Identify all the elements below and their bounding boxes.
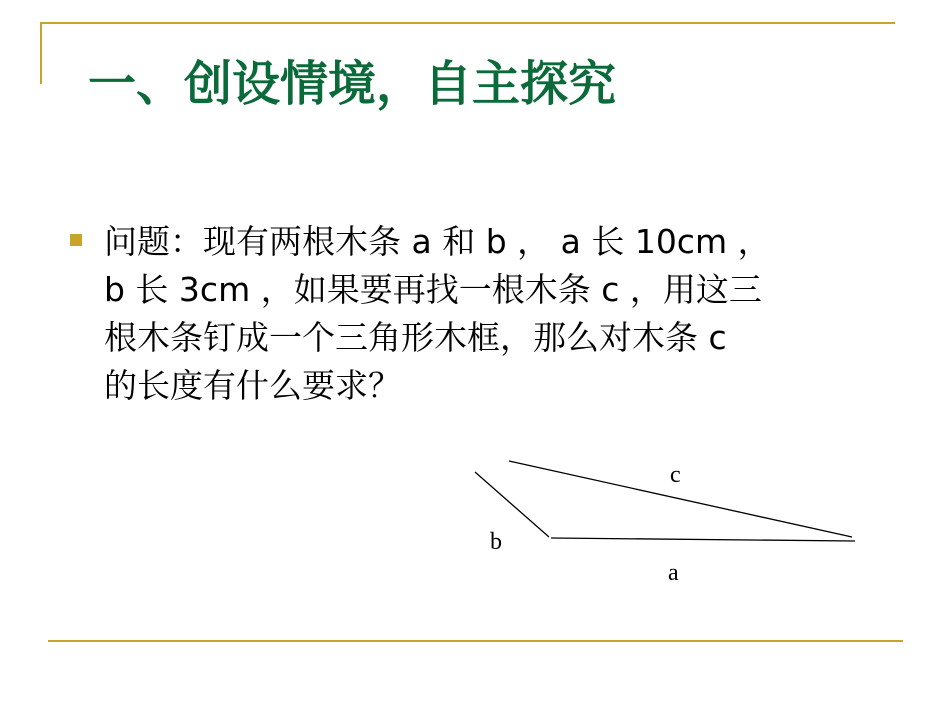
problem-line: b 长 3cm ，如果要再找一根木条 c ，用这三 — [104, 270, 762, 309]
problem-line: 的长度有什么要求？ — [104, 366, 401, 405]
problem-line: 问题：现有两根木条 a 和 b ， a 长 10cm ， — [104, 222, 771, 261]
problem-line: 根木条钉成一个三角形木框，那么对木条 c — [104, 318, 727, 357]
label-a: a — [668, 560, 679, 586]
label-b: b — [490, 529, 502, 555]
bottom-divider — [48, 640, 903, 642]
slide-title: 一、创设情境，自主探究 — [88, 56, 617, 112]
label-c: c — [670, 462, 681, 488]
stick-b-line — [475, 472, 549, 537]
stick-a-line — [551, 538, 855, 541]
